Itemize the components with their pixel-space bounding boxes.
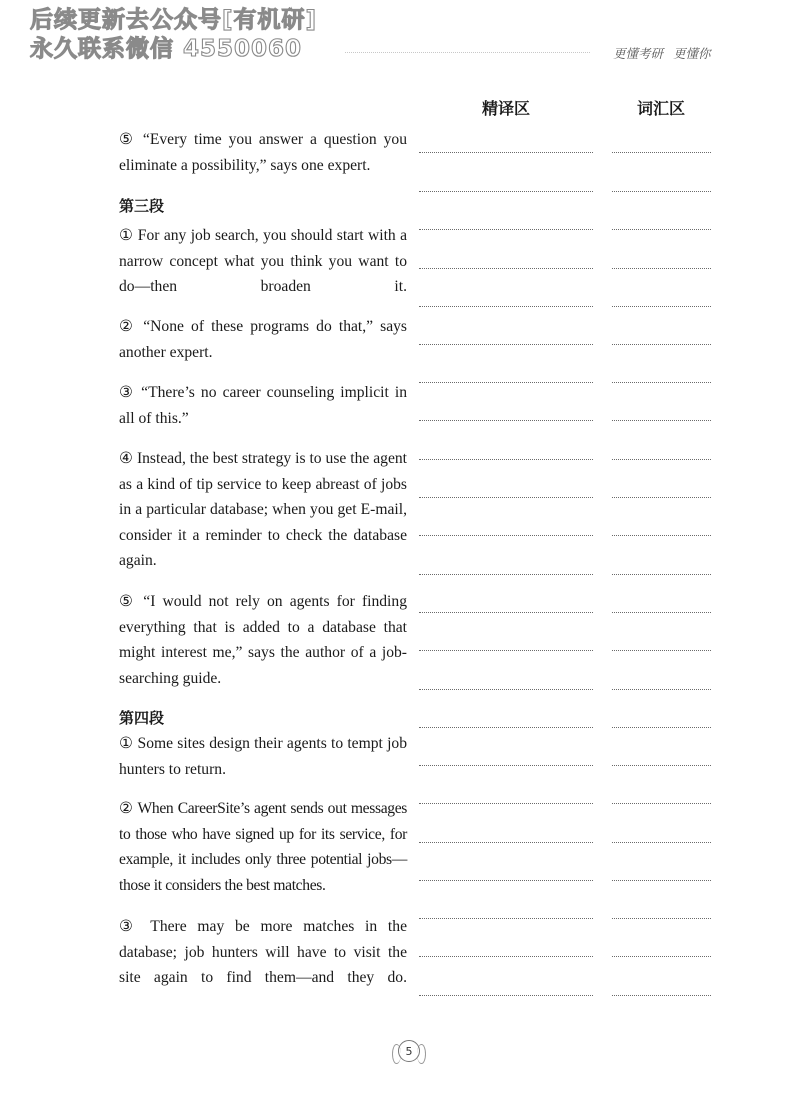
translation-writing-line <box>419 765 593 766</box>
translation-writing-line <box>419 612 593 613</box>
vocabulary-writing-line <box>612 842 711 843</box>
header-divider <box>345 52 590 53</box>
translation-writing-line <box>419 995 593 996</box>
sentence-paragraph3-4: ④ Instead, the best strategy is to use the agent as a kind of tip service to keep abreast of jobs in a particular database; when you get E-mail, consider it a reminder to check the database again. <box>119 450 407 569</box>
vocabulary-writing-line <box>612 727 711 728</box>
translation-writing-line <box>419 497 593 498</box>
vocabulary-writing-line <box>612 689 711 690</box>
vocabulary-writing-line <box>612 574 711 575</box>
header-slogan: 更懂考研 更懂你 <box>613 46 711 61</box>
translation-writing-line <box>419 229 593 230</box>
vocabulary-writing-line <box>612 268 711 269</box>
vocabulary-writing-line <box>612 803 711 804</box>
translation-writing-line <box>419 191 593 192</box>
translation-writing-line <box>419 382 593 383</box>
section-heading-fourth: 第四段 <box>119 709 165 727</box>
vocabulary-writing-line <box>612 535 711 536</box>
translation-writing-line <box>419 918 593 919</box>
vocabulary-writing-line <box>612 152 711 153</box>
vocabulary-writing-line <box>612 956 711 957</box>
translation-writing-line <box>419 689 593 690</box>
sentence-paragraph2-5: ⑤ “Every time you answer a question you eliminate a possibility,” says one expert. <box>119 131 407 174</box>
sentence-paragraph3-2: ② “None of these programs do that,” says another expert. <box>119 318 407 361</box>
vocabulary-writing-line <box>612 344 711 345</box>
translation-writing-line <box>419 535 593 536</box>
translation-writing-line <box>419 574 593 575</box>
translation-writing-line <box>419 268 593 269</box>
vocabulary-writing-line <box>612 382 711 383</box>
vocabulary-writing-line <box>612 420 711 421</box>
sentence-paragraph4-1: ① Some sites design their agents to tempt job hunters to return. <box>119 735 407 778</box>
sentence-paragraph3-3: ③ “There’s no career counseling implicit in all of this.” <box>119 384 407 427</box>
translation-writing-line <box>419 803 593 804</box>
translation-writing-line <box>419 880 593 881</box>
translation-writing-line <box>419 420 593 421</box>
vocabulary-writing-line <box>612 650 711 651</box>
translation-column-heading: 精译区 <box>482 99 531 118</box>
watermark-line-2: 永久联系微信 4550060 <box>30 36 303 62</box>
vocabulary-writing-line <box>612 995 711 996</box>
section-heading-third: 第三段 <box>119 197 165 215</box>
vocabulary-column-heading: 词汇区 <box>637 99 686 118</box>
vocabulary-writing-line <box>612 497 711 498</box>
watermark-line-1: 后续更新去公众号[有机研] <box>30 7 318 33</box>
sentence-paragraph3-5: ⑤ “I would not rely on agents for finding everything that is added to a database that might interest me,” says the author of a job-searching guide. <box>119 593 407 687</box>
translation-writing-line <box>419 956 593 957</box>
vocabulary-writing-line <box>612 765 711 766</box>
vocabulary-writing-line <box>612 880 711 881</box>
vocabulary-writing-line <box>612 229 711 230</box>
page-number-badge <box>392 1036 426 1070</box>
translation-writing-line <box>419 842 593 843</box>
sentence-paragraph3-1: ① For any job search, you should start with a narrow concept what you think you want to do—then broaden it. <box>119 227 407 295</box>
vocabulary-writing-line <box>612 191 711 192</box>
vocabulary-writing-line <box>612 459 711 460</box>
translation-writing-line <box>419 650 593 651</box>
page-number: 5 <box>398 1040 420 1062</box>
vocabulary-writing-line <box>612 918 711 919</box>
sentence-paragraph4-2: ② When CareerSite’s agent sends out messages to those who have signed up for its service, for example, it includes only three potential jobs—those it considers the best matches. <box>119 800 407 894</box>
translation-writing-line <box>419 727 593 728</box>
vocabulary-writing-line <box>612 612 711 613</box>
translation-writing-line <box>419 459 593 460</box>
sentence-paragraph4-3: ③ There may be more matches in the database; job hunters will have to visit the site again to find them—and they do. <box>119 918 407 986</box>
translation-writing-line <box>419 152 593 153</box>
translation-writing-line <box>419 306 593 307</box>
vocabulary-writing-line <box>612 306 711 307</box>
translation-writing-line <box>419 344 593 345</box>
